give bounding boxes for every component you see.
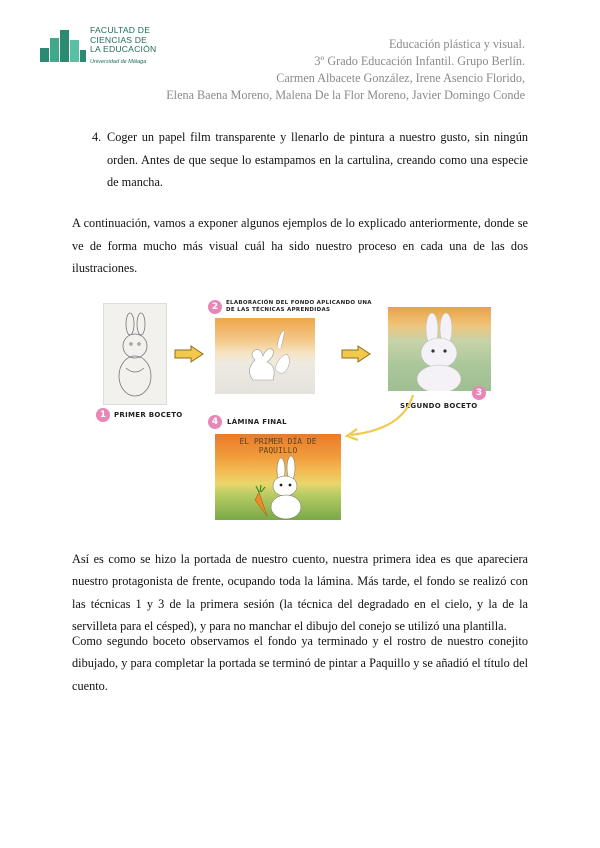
curved-arrow-icon [343,393,423,443]
bunny-silhouette-icon [215,318,315,394]
step-1-badge: 1 [96,408,110,422]
header-line-2: 3º Grado Educación Infantil. Grupo Berlín. [314,54,525,68]
list-item-number: 4. [92,130,102,144]
photo-lamina-final [215,434,341,520]
final-title-line-2: PAQUILLO [258,446,298,455]
paragraph-boceto: Como segundo boceto observamos el fondo ya terminado y el rostro de nuestro conejito dibujado, y para completar la portada se terminó de pintar a Paquillo y se añadió el título del cuento. [72,634,528,693]
step-2-badge: 2 [208,300,222,314]
logo-line-1: FACULTAD DE [90,25,151,35]
final-title-line-1: EL PRIMER DÍA DE [239,437,317,446]
step-2-caption: ELABORACIÓN DEL FONDO APLICANDO UNA DE LAS TÉCNICAS APRENDIDAS [226,300,372,313]
logo-subtitle: Universidad de Málaga [90,58,147,65]
header-line-3: Carmen Albacete González, Irene Asencio Florido, [276,71,525,85]
header-line-4: Elena Baena Moreno, Malena De la Flor Moreno, Javier Domingo Conde [166,88,525,102]
step-1-caption: PRIMER BOCETO [114,411,183,419]
arrow-right-icon [174,345,204,363]
step-3-caption: SEGUNDO BOCETO [400,402,478,410]
bunny-sketch-icon [104,304,166,404]
photo-segundo-boceto [388,307,491,391]
step-4-caption: LÁMINA FINAL [227,418,287,426]
photo-fondo [215,318,315,394]
logo-line-3: LA EDUCACIÓN [90,44,157,55]
bunny-face-icon [388,307,491,391]
paragraph-intro: A continuación, vamos a exponer algunos ejemplos de lo explicado anteriormente, donde se ve de forma mucho más visual cuál ha sido nuestro proceso en cada una de las dos ilustraciones. [72,216,528,275]
step-4-badge: 4 [208,415,222,429]
process-figure [88,295,508,525]
bunny-with-carrot-icon [215,434,341,520]
arrow-right-icon [341,345,371,363]
header-line-1: Educación plástica y visual. [388,37,525,51]
paragraph-portada: Así es como se hizo la portada de nuestro cuento, nuestra primera idea es que apareciera nuestro protagonista de frente, ocupando toda la lámina. Más tarde, el fondo se realizó con las técnicas 1 y 3 de la primera sesión (la técnica del degradado en el cielo, y la de la servilleta para el césped), y para no manchar el dibujo del conejo se utilizó una plantilla. [72,552,528,633]
step-3-badge: 3 [472,386,486,400]
list-item [92,126,528,194]
photo-primer-boceto [103,303,167,405]
logo-line-2: CIENCIAS DE [90,34,148,45]
page-header [55,36,525,104]
list-item-text: Coger un papel film transparente y llenarlo de pintura a nuestro gusto, sin ningún orden. Antes de que seque lo estampamos en la cartulina, creando como una especie de mancha. [107,130,528,189]
